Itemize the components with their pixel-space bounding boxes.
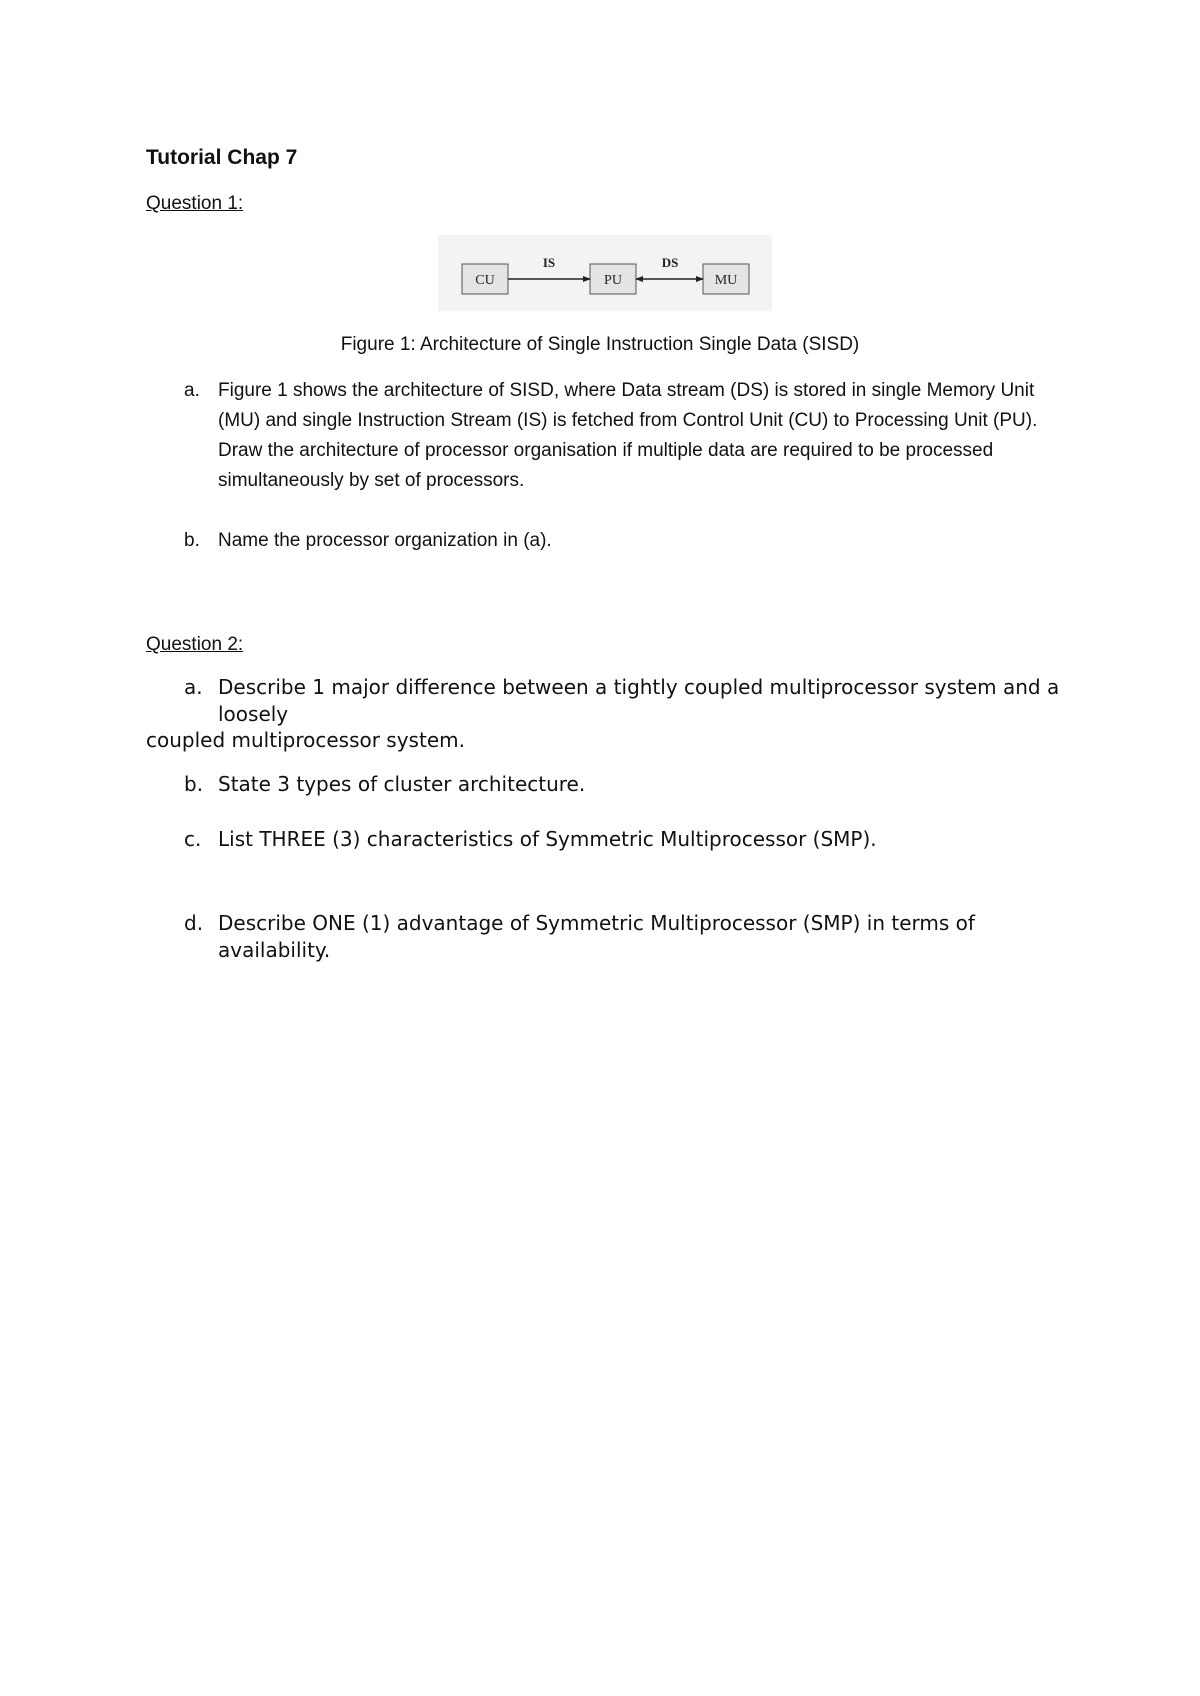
- question-2-item-c: [184, 826, 1064, 853]
- list-marker: b.: [184, 772, 204, 796]
- question-2-item-a-continuation: coupled multiprocessor system.: [146, 728, 465, 752]
- figure-caption: Figure 1: Architecture of Single Instruction Single Data (SISD): [340, 334, 860, 355]
- ds-label: DS: [661, 255, 679, 270]
- question-1-item-a-text: Figure 1 shows the architecture of SISD, where Data stream (DS) is stored in single Memory Unit (MU) and single Instruction Stream (IS) is fetched from Control Unit (CU) to Processing Unit (PU). Draw the architecture of processor organisation if multiple data are required to be processed simultaneously by set of processors.: [218, 380, 1038, 491]
- question-1-heading: Question 1:: [146, 193, 244, 214]
- sisd-diagram: [438, 235, 772, 311]
- question-1-item-b-text: Name the processor organization in (a).: [218, 530, 552, 551]
- mu-box-label: MU: [714, 273, 738, 288]
- is-label: IS: [542, 255, 556, 270]
- question-2-item-d: [184, 910, 1064, 964]
- pu-box-label: PU: [604, 273, 622, 288]
- question-2-item-b: [184, 771, 1064, 798]
- question-2-item-a: [184, 674, 1064, 728]
- question-2-heading: Question 2:: [146, 634, 244, 655]
- sisd-diagram-svg: [438, 235, 772, 311]
- question-1-item-b: [184, 526, 1064, 556]
- question-1-item-a: [184, 376, 1064, 496]
- cu-box-label: CU: [475, 273, 495, 288]
- list-marker: d.: [184, 911, 204, 935]
- document-title: Tutorial Chap 7: [146, 146, 298, 169]
- list-marker: b.: [184, 530, 200, 551]
- list-marker: c.: [184, 827, 202, 851]
- question-2-item-a-text: Describe 1 major difference between a tightly coupled multiprocessor system and a loosely: [218, 675, 1060, 726]
- list-marker: a.: [184, 675, 203, 699]
- question-2-item-d-text: Describe ONE (1) advantage of Symmetric Multiprocessor (SMP) in terms of availability.: [218, 911, 975, 962]
- question-2-item-b-text: State 3 types of cluster architecture.: [218, 772, 586, 796]
- list-marker: a.: [184, 380, 200, 401]
- question-2-item-c-text: List THREE (3) characteristics of Symmetric Multiprocessor (SMP).: [218, 827, 877, 851]
